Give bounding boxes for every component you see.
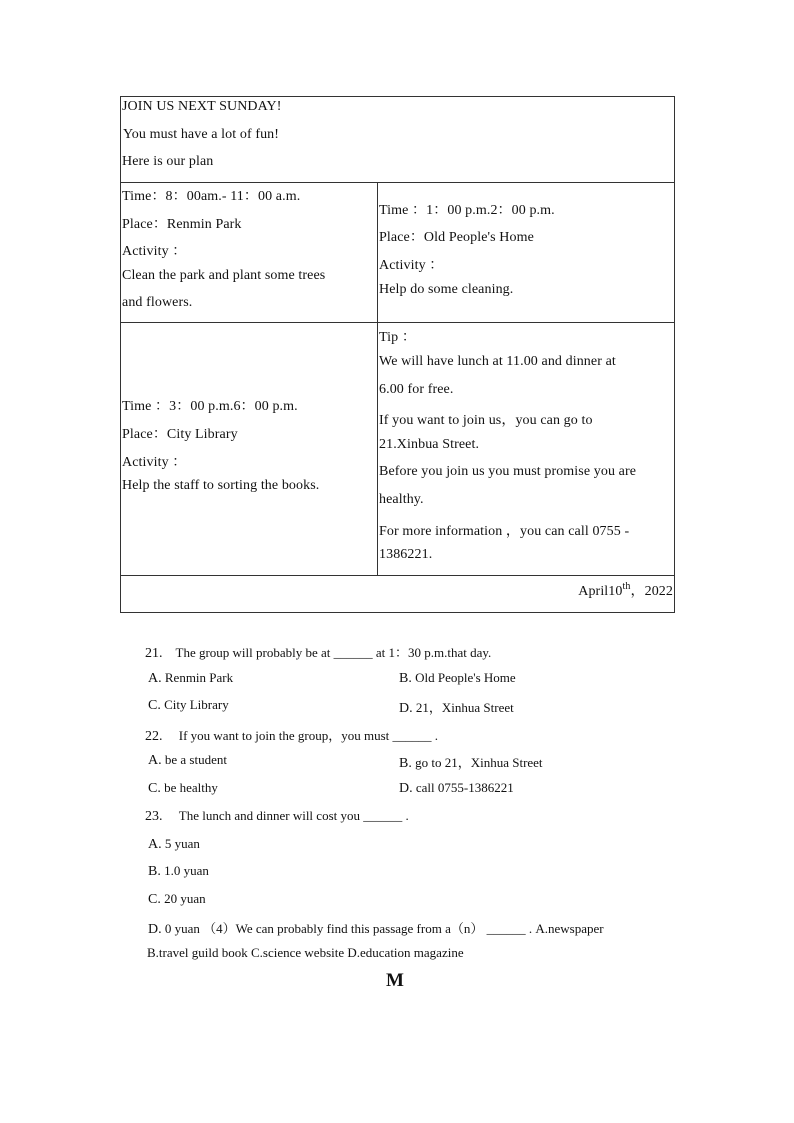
question-21: [145, 642, 491, 662]
poster-subtitle: You must have a lot of fun!: [123, 127, 280, 142]
option-text: call 0755-1386221: [415, 780, 514, 795]
poster-date-suffix: th: [622, 581, 631, 592]
question-22-option-c: [148, 780, 218, 797]
block2-time: Time ：1：00 p.m.2：00 p.m.: [379, 203, 555, 218]
block2-place: Place：Old People's Home: [379, 230, 534, 245]
question-22-text: If you want to join the group，you must ______ .: [178, 728, 439, 743]
option-text: 0 yuan （4）We can probably find this passage from a（n） ______ . A.newspaper: [164, 921, 604, 936]
poster-date: [578, 580, 673, 600]
tip-line-7: For more information ，you can call 0755 -: [379, 524, 630, 539]
question-23-option-d: [148, 918, 604, 938]
question-21-text: The group will probably be at ______ at 1：30 p.m.that day.: [175, 645, 492, 660]
tip-line-3: If you want to join us，you can go to: [379, 413, 593, 428]
block1-place: Place：Renmin Park: [122, 217, 242, 232]
question-22-option-b: [399, 752, 543, 772]
option-letter: A.: [148, 837, 162, 852]
question-21-option-d: [399, 697, 514, 717]
question-22-option-a: [148, 752, 227, 769]
option-letter: A.: [148, 753, 162, 768]
option-text: go to 21，Xinhua Street: [415, 755, 543, 770]
question-22-number: 22.: [145, 729, 163, 744]
tip-line-1: We will have lunch at 11.00 and dinner at: [379, 354, 616, 369]
question-21-number: 21.: [145, 646, 163, 661]
option-text: 20 yuan: [164, 891, 206, 906]
poster-date-month-day: April10: [578, 584, 623, 599]
poster-date-year: ，2022: [630, 584, 673, 599]
question-24-options-continued: B.travel guild book C.science website D.education magazine: [147, 945, 464, 960]
option-letter: C.: [148, 781, 161, 796]
tip-line-4: 21.Xinbua Street.: [379, 437, 480, 452]
table-column-divider: [377, 182, 378, 576]
option-text: 5 yuan: [164, 836, 200, 851]
option-letter: D.: [399, 781, 413, 796]
poster-plan-intro: Here is our plan: [122, 154, 214, 169]
option-text: Renmin Park: [164, 670, 234, 685]
poster-title: JOIN US NEXT SUNDAY!: [122, 99, 282, 114]
table-row-divider-3: [120, 575, 675, 576]
block1-activity-label: Activity ：: [122, 244, 187, 259]
option-letter: C.: [148, 892, 161, 907]
block3-activity-desc: Help the staff to sorting the books.: [122, 478, 320, 493]
table-border-top: [120, 96, 675, 97]
option-letter: A.: [148, 671, 162, 686]
table-row-divider-1: [120, 182, 675, 183]
option-letter: D.: [399, 701, 413, 716]
question-23-number: 23.: [145, 809, 163, 824]
block1-time: Time：8：00am.- 11：00 a.m.: [122, 189, 301, 204]
option-letter: B.: [399, 756, 412, 771]
block3-place: Place：City Library: [122, 427, 238, 442]
question-23-option-a: [148, 836, 200, 853]
question-21-option-c: [148, 697, 229, 714]
question-22-option-d: [399, 780, 514, 797]
block2-activity-label: Activity ：: [379, 258, 444, 273]
option-text: 21，Xinhua Street: [415, 700, 514, 715]
tip-line-8: 1386221.: [379, 547, 433, 562]
block1-activity-desc-2: and flowers.: [122, 295, 193, 310]
table-border-bottom: [120, 612, 675, 613]
tip-label: Tip ：: [379, 330, 416, 345]
table-border-left: [120, 96, 121, 613]
option-text: be healthy: [164, 780, 218, 795]
option-letter: C.: [148, 698, 161, 713]
block1-activity-desc-1: Clean the park and plant some trees: [122, 268, 326, 283]
block3-activity-label: Activity ：: [122, 455, 187, 470]
block2-activity-desc: Help do some cleaning.: [379, 282, 514, 297]
question-23-option-c: [148, 891, 206, 908]
question-23: [145, 808, 409, 825]
option-text: City Library: [164, 697, 229, 712]
question-21-option-a: [148, 670, 233, 687]
tip-line-6: healthy.: [379, 492, 424, 507]
option-letter: D.: [148, 922, 162, 937]
option-letter: B.: [399, 671, 412, 686]
block3-time: Time ：3：00 p.m.6：00 p.m.: [122, 399, 298, 414]
tip-line-5: Before you join us you must promise you are: [379, 464, 637, 479]
table-row-divider-2: [120, 322, 675, 323]
question-21-option-b: [399, 670, 516, 687]
tip-line-2: 6.00 for free.: [379, 382, 454, 397]
option-text: Old People's Home: [415, 670, 516, 685]
option-text: 1.0 yuan: [164, 863, 209, 878]
question-23-option-b: [148, 863, 209, 880]
question-23-text: The lunch and dinner will cost you ______ .: [178, 808, 409, 823]
option-letter: B.: [148, 864, 161, 879]
question-22: [145, 725, 438, 745]
table-border-right: [674, 96, 675, 613]
option-text: be a student: [164, 752, 227, 767]
page-mark: M: [386, 970, 404, 991]
